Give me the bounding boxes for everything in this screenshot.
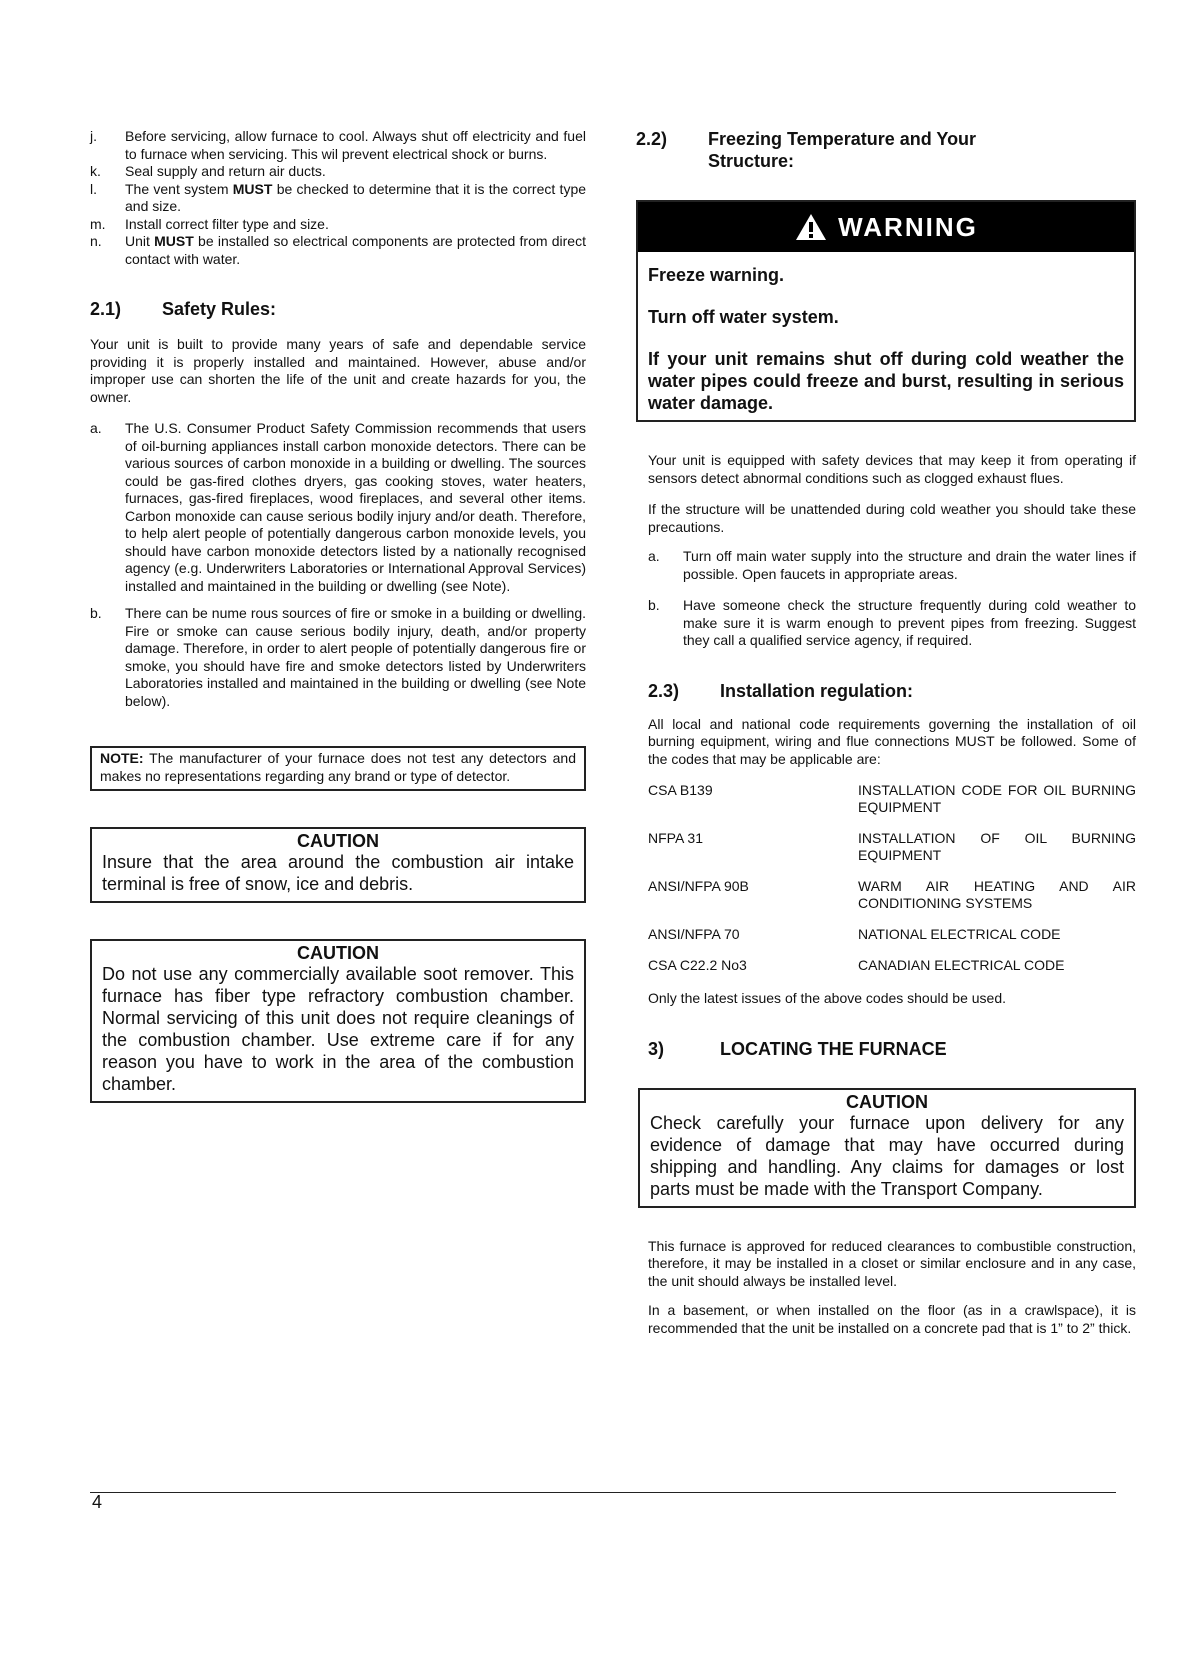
- code-description: WARM AIR HEATING AND AIR CONDITIONING SYSTEMS: [858, 878, 1136, 911]
- code-name: CSA B139: [648, 782, 713, 798]
- safety-list: [90, 420, 586, 710]
- list-item: b. Have someone check the structure frequently during cold weather to make sure it is warm enough to prevent pipes from freezing. Suggest they call a qualified service agency, if required.: [648, 597, 1136, 648]
- warning-line: Freeze warning.: [648, 265, 785, 285]
- caution-text: Insure that the area around the combustion air intake terminal is free of snow, ice and debris.: [102, 852, 574, 894]
- caution-box: [90, 939, 586, 1103]
- codes-outro: Only the latest issues of the above codes should be used.: [648, 990, 1007, 1006]
- caution-box: [638, 1088, 1136, 1208]
- note-text: The manufacturer of your furnace does not test any detectors and makes no representations regarding any brand or type of detector.: [100, 750, 576, 784]
- list-item: l. The vent system MUST be checked to determine that it is the correct type and size.: [90, 180, 587, 214]
- list-item: n. Unit MUST be installed so electrical components are protected from direct contact with water.: [90, 233, 586, 267]
- list-item: k. Seal supply and return air ducts.: [90, 163, 326, 179]
- caution-text: Check carefully your furnace upon delivery for any evidence of damage that may have occurred during shipping and handling. Any claims for damages or lost parts must be made with the Transport Company.: [650, 1112, 1124, 1199]
- code-description: CANADIAN ELECTRICAL CODE: [858, 957, 1065, 973]
- note-label: NOTE:: [100, 750, 144, 766]
- paragraph: If the structure will be unattended during cold weather you should take these precautions.: [648, 501, 1136, 535]
- code-description: NATIONAL ELECTRICAL CODE: [858, 926, 1061, 942]
- footer-rule: [90, 1492, 1116, 1493]
- note-box: [90, 746, 586, 791]
- top-list: [90, 128, 586, 268]
- paragraph: This furnace is approved for reduced clearances to combustible construction, therefore, it may be installed in a closet or similar enclosure and in any case, the unit should always be installed level.: [648, 1237, 1136, 1289]
- caution-title: CAUTION: [297, 831, 379, 851]
- page-number: 4: [92, 1492, 103, 1512]
- list-item: b. There can be nume rous sources of fire or smoke in a building or dwelling. Fire or smoke can cause serious bodily injury, death, and/or property damage. Therefore, in order to alert people of potentially dangerous fire or smoke, you should have fire and smoke detectors listed by Underwriters Laboratories installed and maintained in the building or dwelling (see Note below).: [90, 605, 586, 709]
- codes-table: [648, 782, 1136, 974]
- section-heading-freezing: 2.2) Freezing Temperature and Your Structure:: [636, 129, 977, 171]
- left-column: [90, 128, 586, 1103]
- installation-intro: All local and national code requirements governing the installation of oil burning equipment, wiring and flue connections MUST be followed. Some of the codes that may be applicable are:: [648, 715, 1136, 767]
- code-description: INSTALLATION CODE FOR OIL BURNING EQUIPMENT: [858, 782, 1136, 815]
- caution-title: CAUTION: [846, 1091, 928, 1112]
- precaution-list: [648, 548, 1136, 650]
- paragraph: In a basement, or when installed on the floor (as in a crawlspace), it is recommended that the unit be installed on a concrete pad that is 1” to 2” thick.: [648, 1302, 1136, 1336]
- paragraph: Your unit is equipped with safety devices that may keep it from operating if sensors detect abnormal conditions such as clogged exhaust flues.: [648, 452, 1136, 486]
- list-item: m. Install correct filter type and size.: [90, 215, 329, 232]
- warning-box: [636, 200, 1136, 422]
- warning-line: Turn off water system.: [648, 307, 839, 327]
- list-item: a. Turn off main water supply into the structure and drain the water lines if possible. Open faucets in appropriate areas.: [648, 548, 1136, 582]
- code-name: CSA C22.2 No3: [648, 957, 747, 973]
- code-name: NFPA 31: [648, 830, 703, 846]
- right-column: [636, 128, 1136, 1337]
- warning-triangle-icon: [794, 212, 828, 242]
- section-heading-installation: 2.3) Installation regulation:: [648, 680, 914, 701]
- section-heading-safety: 2.1) Safety Rules:: [90, 299, 277, 319]
- list-item: j. Before servicing, allow furnace to cool. Always shut off electricity and fuel to furnace when servicing. This wil prevent electrical shock or burns.: [90, 128, 586, 162]
- warning-label: WARNING: [838, 211, 978, 242]
- caution-title: CAUTION: [297, 943, 379, 963]
- safety-intro: Your unit is built to provide many years of safe and dependable service providing it is properly installed and maintained. However, abuse and/or improper use can shorten the life of the unit and create hazards for you, the owner.: [90, 336, 586, 405]
- warning-line: If your unit remains shut off during cold weather the water pipes could freeze and burst, resulting in serious water damage.: [648, 349, 1124, 413]
- list-item: a. The U.S. Consumer Product Safety Commission recommends that users of oil-burning appliances install carbon monoxide detectors. There can be various sources of carbon monoxide in a building or dwelling. The sources could be gas-fired clothes dryers, gas cooking stoves, water heaters, furnaces, gas-fired fireplaces, wood fireplaces, and several other items. Carbon monoxide can cause serious bodily injury and/or death. Therefore, to help alert people of potentially dangerous carbon monoxide levels, you should have carbon monoxide detectors listed by a nationally recognised agency (e.g. Underwriters Laboratories or International Approval Services) installed and maintained in the building or dwelling (see Note).: [90, 420, 586, 594]
- code-name: ANSI/NFPA 70: [648, 926, 740, 942]
- caution-box: [90, 827, 586, 903]
- warning-header: [638, 202, 1134, 252]
- code-name: ANSI/NFPA 90B: [648, 878, 749, 894]
- code-description: INSTALLATION OF OIL BURNING EQUIPMENT: [858, 830, 1136, 863]
- section-heading-locating: 3) LOCATING THE FURNACE: [648, 1038, 947, 1059]
- caution-text: Do not use any commercially available soot remover. This furnace has fiber type refractory combustion chamber. Normal servicing of this unit does not require cleanings of the combustion chamber. Use extreme care if for any reason you have to work in the area of the combustion chamber.: [102, 964, 574, 1094]
